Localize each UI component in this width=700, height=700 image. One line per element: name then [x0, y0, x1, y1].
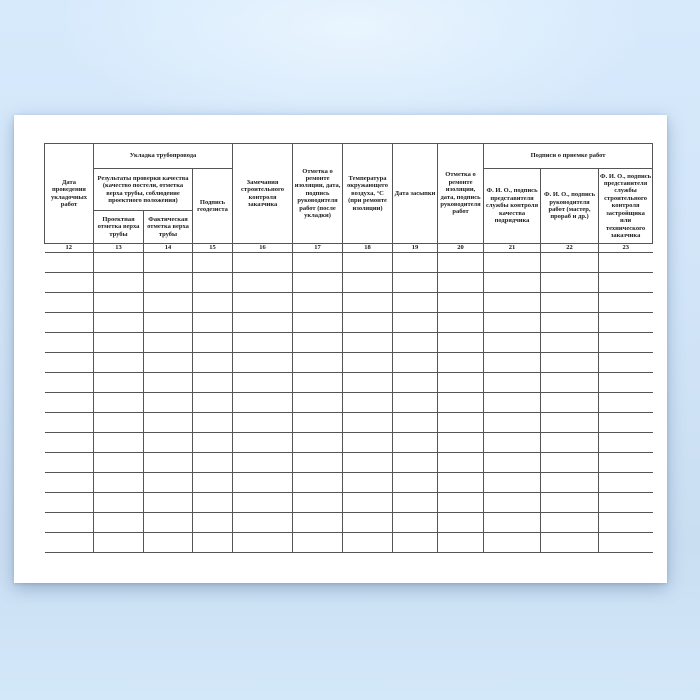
data-cell	[144, 353, 193, 373]
column-number-17: 17	[293, 244, 343, 253]
data-cell	[438, 393, 484, 413]
data-cell	[484, 353, 541, 373]
data-cell	[193, 513, 233, 533]
header-cell-air-temperature: Температура окружающего воздуха, °С (при ремонте изоляции)	[343, 144, 393, 244]
data-cell	[193, 393, 233, 413]
column-number-12: 12	[45, 244, 94, 253]
data-cell	[144, 313, 193, 333]
data-cell	[343, 293, 393, 313]
data-cell	[484, 293, 541, 313]
data-row	[45, 313, 653, 333]
data-cell	[94, 393, 144, 413]
data-cell	[45, 333, 94, 353]
data-row	[45, 353, 653, 373]
data-cell	[94, 453, 144, 473]
data-cell	[94, 533, 144, 553]
header-cell-date-laying: Дата проведения укладочных работ	[45, 144, 94, 244]
data-cell	[144, 293, 193, 313]
data-cell	[94, 373, 144, 393]
data-cell	[144, 493, 193, 513]
data-cell	[541, 533, 599, 553]
data-cell	[343, 513, 393, 533]
data-cell	[293, 533, 343, 553]
data-cell	[438, 473, 484, 493]
data-cell	[293, 353, 343, 373]
data-cell	[193, 433, 233, 453]
data-row	[45, 453, 653, 473]
data-cell	[233, 453, 293, 473]
data-cell	[393, 293, 438, 313]
data-cell	[541, 353, 599, 373]
data-cell	[233, 253, 293, 273]
data-cell	[293, 373, 343, 393]
data-cell	[484, 413, 541, 433]
data-cell	[393, 473, 438, 493]
data-cell	[144, 413, 193, 433]
data-cell	[343, 473, 393, 493]
data-cell	[293, 473, 343, 493]
data-cell	[393, 353, 438, 373]
data-cell	[599, 373, 653, 393]
data-row	[45, 253, 653, 273]
data-cell	[438, 273, 484, 293]
data-cell	[438, 253, 484, 273]
data-cell	[233, 353, 293, 373]
column-number-22: 22	[541, 244, 599, 253]
data-cell	[293, 493, 343, 513]
data-cell	[94, 333, 144, 353]
data-cell	[144, 393, 193, 413]
data-cell	[541, 393, 599, 413]
data-cell	[193, 493, 233, 513]
data-cell	[541, 253, 599, 273]
data-cell	[193, 293, 233, 313]
data-cell	[438, 353, 484, 373]
data-cell	[233, 413, 293, 433]
data-cell	[541, 373, 599, 393]
data-row	[45, 273, 653, 293]
data-cell	[484, 453, 541, 473]
data-cell	[599, 433, 653, 453]
data-cell	[541, 493, 599, 513]
data-cell	[193, 313, 233, 333]
data-cell	[484, 253, 541, 273]
data-row	[45, 513, 653, 533]
data-cell	[193, 533, 233, 553]
data-cell	[193, 453, 233, 473]
data-cell	[393, 533, 438, 553]
column-numbers-row	[45, 244, 653, 253]
data-cell	[293, 393, 343, 413]
data-cell	[599, 453, 653, 473]
data-cell	[393, 453, 438, 473]
data-cell	[193, 353, 233, 373]
data-cell	[343, 493, 393, 513]
data-row	[45, 473, 653, 493]
data-cell	[45, 373, 94, 393]
data-cell	[45, 393, 94, 413]
data-row	[45, 393, 653, 413]
data-cell	[343, 353, 393, 373]
data-cell	[144, 473, 193, 493]
data-cell	[233, 513, 293, 533]
data-cell	[293, 433, 343, 453]
data-cell	[293, 453, 343, 473]
data-cell	[599, 333, 653, 353]
data-cell	[438, 493, 484, 513]
header-cell-customer-remarks: Замечания строительного контроля заказчика	[233, 144, 293, 244]
data-row	[45, 493, 653, 513]
column-number-19: 19	[393, 244, 438, 253]
data-cell	[233, 333, 293, 353]
data-cell	[438, 373, 484, 393]
header-cell-contractor-qc: Ф. И. О., подпись представителя службы контроля качества подрядчика	[484, 169, 541, 244]
data-cell	[438, 413, 484, 433]
data-cell	[541, 333, 599, 353]
data-cell	[193, 333, 233, 353]
data-cell	[233, 293, 293, 313]
data-cell	[45, 413, 94, 433]
column-number-20: 20	[438, 244, 484, 253]
data-row	[45, 373, 653, 393]
data-cell	[343, 333, 393, 353]
data-cell	[233, 493, 293, 513]
data-row	[45, 413, 653, 433]
data-cell	[144, 253, 193, 273]
data-cell	[293, 293, 343, 313]
data-cell	[45, 313, 94, 333]
data-cell	[144, 513, 193, 533]
header-cell-surveyor-signature: Подпись геодезиста	[193, 169, 233, 244]
data-cell	[94, 473, 144, 493]
document-page	[14, 115, 667, 583]
header-cell-works-manager: Ф. И. О., подпись руководителя работ (мастер, прораб и др.)	[541, 169, 599, 244]
data-cell	[438, 433, 484, 453]
data-cell	[233, 373, 293, 393]
data-cell	[193, 473, 233, 493]
data-cell	[393, 253, 438, 273]
data-cell	[599, 413, 653, 433]
data-cell	[393, 513, 438, 533]
data-cell	[599, 393, 653, 413]
data-cell	[343, 273, 393, 293]
data-cell	[45, 533, 94, 553]
data-cell	[293, 253, 343, 273]
data-cell	[484, 433, 541, 453]
pipeline-laying-journal-table	[44, 143, 653, 553]
data-cell	[293, 413, 343, 433]
data-cell	[45, 493, 94, 513]
data-cell	[343, 413, 393, 433]
data-cell	[293, 313, 343, 333]
data-cell	[438, 513, 484, 533]
data-cell	[45, 433, 94, 453]
column-number-13: 13	[94, 244, 144, 253]
data-row	[45, 333, 653, 353]
journal-table-body	[45, 253, 653, 553]
data-cell	[45, 453, 94, 473]
data-cell	[233, 473, 293, 493]
column-number-16: 16	[233, 244, 293, 253]
data-cell	[599, 313, 653, 333]
data-cell	[144, 453, 193, 473]
header-cell-signatures-group: Подписи о приемке работ	[484, 144, 653, 169]
data-cell	[193, 373, 233, 393]
data-cell	[393, 433, 438, 453]
data-cell	[393, 333, 438, 353]
header-cell-insulation-repair: Отметка о ремонте изоляции, дата, подпись руководителя работ	[438, 144, 484, 244]
data-cell	[541, 473, 599, 493]
data-cell	[94, 413, 144, 433]
data-cell	[438, 453, 484, 473]
data-cell	[193, 253, 233, 273]
data-cell	[393, 493, 438, 513]
data-cell	[393, 313, 438, 333]
data-cell	[94, 313, 144, 333]
data-cell	[94, 353, 144, 373]
header-cell-developer-control: Ф. И. О., подпись представителя службы строительного контроля застройщика или технического заказчика	[599, 169, 653, 244]
header-cell-actual-mark: Фактическая отметка верха трубы	[144, 211, 193, 244]
header-cell-insulation-repair-after-laying: Отметка о ремонте изоляции, дата, подпись руководителя работ (после укладки)	[293, 144, 343, 244]
data-cell	[484, 313, 541, 333]
data-cell	[45, 473, 94, 493]
data-row	[45, 293, 653, 313]
data-cell	[343, 393, 393, 413]
data-cell	[45, 253, 94, 273]
data-cell	[484, 373, 541, 393]
data-cell	[541, 413, 599, 433]
data-cell	[484, 473, 541, 493]
data-cell	[343, 453, 393, 473]
data-cell	[45, 353, 94, 373]
column-number-21: 21	[484, 244, 541, 253]
data-cell	[94, 493, 144, 513]
data-cell	[438, 333, 484, 353]
data-cell	[484, 513, 541, 533]
data-cell	[541, 293, 599, 313]
header-cell-design-mark: Проектная отметка верха трубы	[94, 211, 144, 244]
data-cell	[193, 273, 233, 293]
header-row-groups	[45, 144, 653, 169]
data-cell	[599, 353, 653, 373]
data-cell	[393, 393, 438, 413]
data-cell	[233, 313, 293, 333]
data-cell	[45, 273, 94, 293]
data-cell	[144, 373, 193, 393]
data-cell	[45, 513, 94, 533]
data-cell	[599, 253, 653, 273]
data-cell	[599, 493, 653, 513]
data-cell	[393, 413, 438, 433]
data-cell	[541, 313, 599, 333]
column-number-15: 15	[193, 244, 233, 253]
data-cell	[144, 333, 193, 353]
data-cell	[293, 513, 343, 533]
data-cell	[599, 533, 653, 553]
column-number-14: 14	[144, 244, 193, 253]
data-row	[45, 433, 653, 453]
data-cell	[599, 273, 653, 293]
data-cell	[94, 293, 144, 313]
data-cell	[484, 273, 541, 293]
data-cell	[233, 433, 293, 453]
data-cell	[144, 433, 193, 453]
data-cell	[599, 473, 653, 493]
data-cell	[45, 293, 94, 313]
data-cell	[144, 533, 193, 553]
data-cell	[293, 333, 343, 353]
data-cell	[233, 273, 293, 293]
data-cell	[438, 533, 484, 553]
data-cell	[484, 393, 541, 413]
data-cell	[484, 533, 541, 553]
data-cell	[484, 493, 541, 513]
header-cell-backfill-date: Дата засыпки	[393, 144, 438, 244]
data-cell	[438, 313, 484, 333]
data-cell	[94, 273, 144, 293]
data-cell	[233, 393, 293, 413]
data-cell	[393, 373, 438, 393]
column-number-18: 18	[343, 244, 393, 253]
data-cell	[343, 253, 393, 273]
column-number-23: 23	[599, 244, 653, 253]
data-cell	[438, 293, 484, 313]
data-cell	[94, 253, 144, 273]
data-cell	[293, 273, 343, 293]
data-cell	[343, 533, 393, 553]
data-cell	[541, 433, 599, 453]
header-cell-quality-results: Результаты проверки качества (качество постели, отметка верха трубы, соблюдение проектного положения)	[94, 169, 193, 211]
data-cell	[541, 453, 599, 473]
data-cell	[94, 513, 144, 533]
data-cell	[343, 313, 393, 333]
data-cell	[343, 373, 393, 393]
data-cell	[541, 273, 599, 293]
data-cell	[233, 533, 293, 553]
data-cell	[94, 433, 144, 453]
data-cell	[484, 333, 541, 353]
data-cell	[193, 413, 233, 433]
data-cell	[144, 273, 193, 293]
data-cell	[599, 513, 653, 533]
data-cell	[541, 513, 599, 533]
data-cell	[599, 293, 653, 313]
data-row	[45, 533, 653, 553]
data-cell	[343, 433, 393, 453]
header-cell-laying-group: Укладка трубопровода	[94, 144, 233, 169]
data-cell	[393, 273, 438, 293]
journal-table-head	[45, 144, 653, 253]
